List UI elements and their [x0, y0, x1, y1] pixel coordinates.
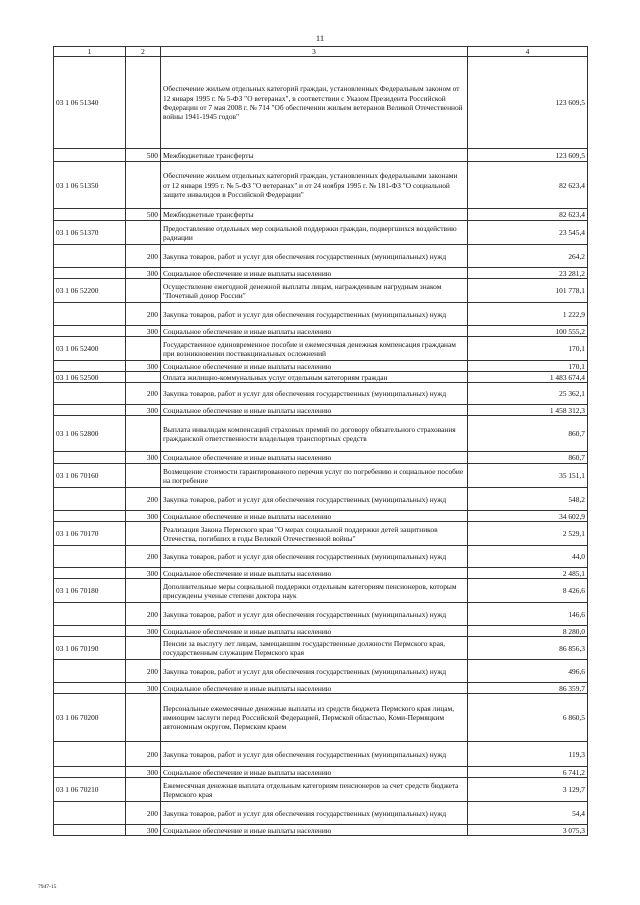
- row-expense-type: 300: [126, 405, 161, 416]
- budget-subitem-row: [54, 742, 588, 767]
- budget-item-row: [54, 694, 588, 742]
- row-amount: 1 483 674,4: [468, 372, 588, 383]
- row-expense-type: 300: [126, 626, 161, 637]
- budget-subitem-row: [54, 303, 588, 326]
- row-description: Обеспечение жильем отдельных категорий граждан, установленных федеральными законами от 12 января 1995 г. № 5-ФЗ "О ветеранах" и от 24 ноября 1995 г. № 181-ФЗ "О социальной защите инвалидов в Российской Федерации": [161, 162, 468, 209]
- row-description: Закупка товаров, работ и услуг для обеспечения государственных (муниципальных) нужд: [161, 603, 468, 626]
- row-description: Межбюджетные трансферты: [161, 149, 468, 162]
- row-amount: 8 280,0: [468, 626, 588, 637]
- row-amount: 6 741,2: [468, 767, 588, 778]
- row-code: [54, 660, 126, 683]
- row-expense-type: 300: [126, 361, 161, 372]
- row-description: Закупка товаров, работ и услуг для обеспечения государственных (муниципальных) нужд: [161, 742, 468, 767]
- row-description: Персональные ежемесячные денежные выплаты из средств бюджета Пермского края лицам, имеющим заслуги перед Российской Федерацией, Пермской областью, Коми-Пермяцким автономным округом, Пермским краем: [161, 694, 468, 742]
- footer-mark: 7947-15: [38, 884, 57, 890]
- row-code: 03 1 06 52400: [54, 337, 126, 361]
- row-expense-type: 200: [126, 245, 161, 268]
- row-amount: 496,6: [468, 660, 588, 683]
- row-description: Социальное обеспечение и иные выплаты населению: [161, 268, 468, 279]
- row-amount: 264,2: [468, 245, 588, 268]
- budget-item-row: [54, 279, 588, 303]
- row-description: Социальное обеспечение и иные выплаты населению: [161, 825, 468, 836]
- row-code: [54, 361, 126, 372]
- budget-subitem-row: [54, 511, 588, 522]
- budget-subitem-row: [54, 209, 588, 221]
- budget-item-row: [54, 372, 588, 383]
- row-description: Закупка товаров, работ и услуг для обеспечения государственных (муниципальных) нужд: [161, 802, 468, 825]
- row-code: [54, 683, 126, 694]
- row-code: [54, 245, 126, 268]
- row-description: Закупка товаров, работ и услуг для обеспечения государственных (муниципальных) нужд: [161, 383, 468, 405]
- row-description: Ежемесячная денежная выплата отдельным категориям пенсионеров за счет средств бюджета Пермского края: [161, 778, 468, 802]
- budget-subitem-row: [54, 361, 588, 372]
- row-code: [54, 488, 126, 511]
- row-code: [54, 209, 126, 221]
- row-amount: 860,7: [468, 452, 588, 464]
- row-code: [54, 626, 126, 637]
- row-code: 03 1 06 51350: [54, 162, 126, 209]
- budget-item-row: [54, 579, 588, 603]
- budget-subitem-row: [54, 825, 588, 836]
- row-amount: 34 602,9: [468, 511, 588, 522]
- row-description: Государственное единовременное пособие и ежемесячная денежная компенсация гражданам при возникновении поствакцинальных осложнений: [161, 337, 468, 361]
- row-description: Выплата инвалидам компенсаций страховых премий по договору обязательного страхования гражданской ответственности владельцев транспортных средств: [161, 416, 468, 452]
- row-code: 03 1 06 52500: [54, 372, 126, 383]
- budget-table: [53, 46, 588, 836]
- row-expense-type: [126, 522, 161, 546]
- row-code: [54, 825, 126, 836]
- row-expense-type: [126, 337, 161, 361]
- row-expense-type: [126, 162, 161, 209]
- row-expense-type: 200: [126, 546, 161, 568]
- column-number-4: 4: [468, 47, 588, 57]
- budget-item-row: [54, 416, 588, 452]
- row-amount: 2 485,1: [468, 568, 588, 579]
- row-description: Закупка товаров, работ и услуг для обеспечения государственных (муниципальных) нужд: [161, 546, 468, 568]
- row-amount: 3 075,3: [468, 825, 588, 836]
- row-amount: 23 281,2: [468, 268, 588, 279]
- row-code: [54, 405, 126, 416]
- budget-subitem-row: [54, 546, 588, 568]
- row-amount: 25 362,1: [468, 383, 588, 405]
- row-description: Предоставление отдельных мер социальной поддержки граждан, подвергшихся воздействию радиации: [161, 221, 468, 245]
- row-code: [54, 742, 126, 767]
- row-amount: 100 555,2: [468, 326, 588, 337]
- row-description: Социальное обеспечение и иные выплаты населению: [161, 452, 468, 464]
- row-description: Социальное обеспечение и иные выплаты населению: [161, 767, 468, 778]
- row-description: Межбюджетные трансферты: [161, 209, 468, 221]
- row-expense-type: [126, 372, 161, 383]
- row-amount: 1 222,9: [468, 303, 588, 326]
- row-code: 03 1 06 70180: [54, 579, 126, 603]
- row-expense-type: 300: [126, 268, 161, 279]
- row-amount: 54,4: [468, 802, 588, 825]
- row-expense-type: 200: [126, 802, 161, 825]
- page-number: 11: [315, 33, 325, 43]
- row-description: Социальное обеспечение и иные выплаты населению: [161, 405, 468, 416]
- row-description: Дополнительные меры социальной поддержки отдельным категориям пенсионеров, которым присуждены ученые степени доктора наук: [161, 579, 468, 603]
- row-code: 03 1 06 70160: [54, 464, 126, 488]
- row-expense-type: 200: [126, 660, 161, 683]
- row-amount: 860,7: [468, 416, 588, 452]
- row-code: [54, 149, 126, 162]
- row-description: Реализация Закона Пермского края "О мерах социальной поддержки детей защитников Отечества, погибших в годы Великой Отечественной войны": [161, 522, 468, 546]
- row-amount: 82 623,4: [468, 209, 588, 221]
- row-code: [54, 802, 126, 825]
- row-expense-type: [126, 694, 161, 742]
- row-amount: 123 609,5: [468, 57, 588, 149]
- budget-subitem-row: [54, 660, 588, 683]
- row-expense-type: 500: [126, 209, 161, 221]
- row-expense-type: [126, 637, 161, 660]
- row-description: Осуществление ежегодной денежной выплаты лицам, награжденным нагрудным знаком "Почетный донор России": [161, 279, 468, 303]
- row-expense-type: [126, 464, 161, 488]
- row-code: 03 1 06 70200: [54, 694, 126, 742]
- column-number-row: [54, 47, 588, 57]
- row-amount: 1 458 312,3: [468, 405, 588, 416]
- row-code: 03 1 06 70170: [54, 522, 126, 546]
- row-description: Социальное обеспечение и иные выплаты населению: [161, 361, 468, 372]
- budget-subitem-row: [54, 767, 588, 778]
- row-amount: 170,1: [468, 337, 588, 361]
- row-amount: 8 426,6: [468, 579, 588, 603]
- row-expense-type: 300: [126, 452, 161, 464]
- row-description: Пенсии за выслугу лет лицам, замещавшим государственные должности Пермского края, государственным служащим Пермского края: [161, 637, 468, 660]
- row-description: Возмещение стоимости гарантированного перечня услуг по погребению и социальное пособие на погребение: [161, 464, 468, 488]
- row-description: Оплата жилищно-коммунальных услуг отдельным категориям граждан: [161, 372, 468, 383]
- row-expense-type: [126, 57, 161, 149]
- row-expense-type: 500: [126, 149, 161, 162]
- row-description: Социальное обеспечение и иные выплаты населению: [161, 626, 468, 637]
- row-description: Закупка товаров, работ и услуг для обеспечения государственных (муниципальных) нужд: [161, 303, 468, 326]
- column-number-1: 1: [54, 47, 126, 57]
- budget-item-row: [54, 221, 588, 245]
- row-expense-type: 300: [126, 326, 161, 337]
- column-number-3: 3: [161, 47, 468, 57]
- row-amount: 101 778,1: [468, 279, 588, 303]
- budget-subitem-row: [54, 626, 588, 637]
- row-code: [54, 546, 126, 568]
- row-description: Закупка товаров, работ и услуг для обеспечения государственных (муниципальных) нужд: [161, 660, 468, 683]
- row-expense-type: 300: [126, 511, 161, 522]
- budget-item-row: [54, 637, 588, 660]
- budget-rows: [54, 57, 588, 836]
- budget-subitem-row: [54, 405, 588, 416]
- budget-item-row: [54, 57, 588, 149]
- row-amount: 86 856,3: [468, 637, 588, 660]
- row-description: Социальное обеспечение и иные выплаты населению: [161, 568, 468, 579]
- budget-subitem-row: [54, 488, 588, 511]
- row-code: [54, 383, 126, 405]
- row-expense-type: 200: [126, 383, 161, 405]
- row-expense-type: 200: [126, 742, 161, 767]
- row-amount: 6 860,5: [468, 694, 588, 742]
- row-expense-type: [126, 416, 161, 452]
- row-expense-type: [126, 221, 161, 245]
- row-amount: 82 623,4: [468, 162, 588, 209]
- row-code: 03 1 06 70210: [54, 778, 126, 802]
- row-code: 03 1 06 70190: [54, 637, 126, 660]
- row-amount: 35 151,1: [468, 464, 588, 488]
- budget-subitem-row: [54, 452, 588, 464]
- budget-item-row: [54, 337, 588, 361]
- row-code: [54, 268, 126, 279]
- row-code: [54, 303, 126, 326]
- row-amount: 170,1: [468, 361, 588, 372]
- row-code: 03 1 06 52200: [54, 279, 126, 303]
- row-description: Закупка товаров, работ и услуг для обеспечения государственных (муниципальных) нужд: [161, 245, 468, 268]
- row-amount: 2 529,1: [468, 522, 588, 546]
- row-amount: 146,6: [468, 603, 588, 626]
- budget-subitem-row: [54, 568, 588, 579]
- budget-subitem-row: [54, 802, 588, 825]
- row-expense-type: 200: [126, 603, 161, 626]
- row-expense-type: 300: [126, 825, 161, 836]
- row-expense-type: 200: [126, 488, 161, 511]
- row-code: [54, 511, 126, 522]
- budget-item-row: [54, 522, 588, 546]
- row-code: [54, 326, 126, 337]
- row-code: [54, 767, 126, 778]
- budget-subitem-row: [54, 326, 588, 337]
- row-code: [54, 603, 126, 626]
- row-amount: 23 545,4: [468, 221, 588, 245]
- row-code: 03 1 06 51370: [54, 221, 126, 245]
- budget-subitem-row: [54, 683, 588, 694]
- row-amount: 86 359,7: [468, 683, 588, 694]
- budget-subitem-row: [54, 603, 588, 626]
- budget-subitem-row: [54, 383, 588, 405]
- row-expense-type: [126, 778, 161, 802]
- budget-item-row: [54, 778, 588, 802]
- budget-subitem-row: [54, 149, 588, 162]
- row-description: Социальное обеспечение и иные выплаты населению: [161, 511, 468, 522]
- row-expense-type: 300: [126, 767, 161, 778]
- row-description: Обеспечение жильем отдельных категорий граждан, установленных Федеральным законом от 12 января 1995 г. № 5-ФЗ "О ветеранах", в соответствии с Указом Президента Российской Федерации от 7 мая 2008 г. № 714 "Об обеспечении жильем ветеранов Великой Отечественной войны 1941-1945 годов": [161, 57, 468, 149]
- row-amount: 119,3: [468, 742, 588, 767]
- row-code: 03 1 06 52800: [54, 416, 126, 452]
- row-amount: 3 129,7: [468, 778, 588, 802]
- row-amount: 548,2: [468, 488, 588, 511]
- row-amount: 44,0: [468, 546, 588, 568]
- budget-item-row: [54, 464, 588, 488]
- budget-subitem-row: [54, 268, 588, 279]
- row-description: Социальное обеспечение и иные выплаты населению: [161, 326, 468, 337]
- row-expense-type: [126, 579, 161, 603]
- row-description: Социальное обеспечение и иные выплаты населению: [161, 683, 468, 694]
- row-expense-type: 300: [126, 683, 161, 694]
- row-expense-type: [126, 279, 161, 303]
- row-code: 03 1 06 51340: [54, 57, 126, 149]
- row-code: [54, 452, 126, 464]
- row-code: [54, 568, 126, 579]
- row-amount: 123 609,5: [468, 149, 588, 162]
- budget-subitem-row: [54, 245, 588, 268]
- row-description: Закупка товаров, работ и услуг для обеспечения государственных (муниципальных) нужд: [161, 488, 468, 511]
- budget-item-row: [54, 162, 588, 209]
- row-expense-type: 200: [126, 303, 161, 326]
- column-number-2: 2: [126, 47, 161, 57]
- row-expense-type: 300: [126, 568, 161, 579]
